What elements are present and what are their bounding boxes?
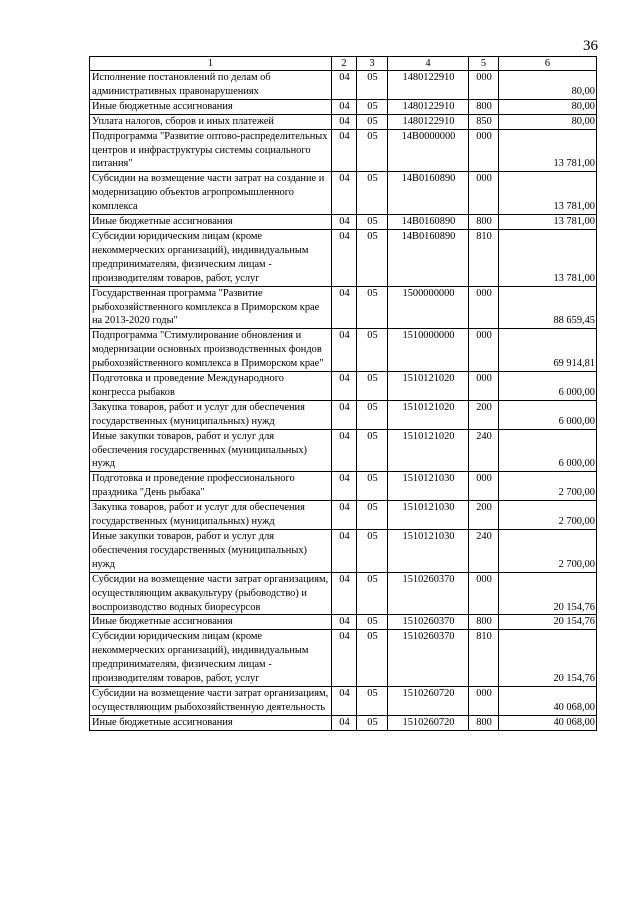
subsection-code-cell: 05 [357,615,388,630]
row-name-cell: Подпрограмма "Стимулирование обновления и модернизации основных производственных фондов рыбохозяйственного комплекса в Приморском крае" [90,329,332,372]
amount-cell: 20 154,76 [499,630,597,687]
amount-cell: 20 154,76 [499,615,597,630]
amount-cell: 2 700,00 [499,472,597,501]
expense-type-cell: 800 [469,615,499,630]
subsection-code-cell: 05 [357,472,388,501]
expense-type-cell: 200 [469,501,499,530]
expense-type-cell: 800 [469,715,499,730]
subsection-code-cell: 05 [357,329,388,372]
target-article-cell: 1480122910 [388,71,469,100]
amount-cell: 13 781,00 [499,215,597,230]
row-name-cell: Субсидии на возмещение части затрат организациям, осуществляющим аквакультуру (рыбоводство) и воспроизводство водных биоресурсов [90,572,332,615]
section-code-cell: 04 [332,630,357,687]
expense-type-cell: 000 [469,686,499,715]
target-article-cell: 14В0160890 [388,215,469,230]
section-code-cell: 04 [332,129,357,172]
subsection-code-cell: 05 [357,429,388,472]
header-cell: 5 [469,57,499,71]
row-name-cell: Закупка товаров, работ и услуг для обеспечения государственных (муниципальных) нужд [90,400,332,429]
target-article-cell: 1510260370 [388,630,469,687]
target-article-cell: 1510121030 [388,530,469,573]
subsection-code-cell: 05 [357,630,388,687]
subsection-code-cell: 05 [357,114,388,129]
amount-cell: 80,00 [499,99,597,114]
expense-type-cell: 800 [469,215,499,230]
subsection-code-cell: 05 [357,71,388,100]
row-name-cell: Иные бюджетные ассигнования [90,715,332,730]
target-article-cell: 1500000000 [388,286,469,329]
table-row [90,215,597,230]
amount-cell: 88 659,45 [499,286,597,329]
amount-cell: 6 000,00 [499,429,597,472]
subsection-code-cell: 05 [357,572,388,615]
amount-cell: 2 700,00 [499,530,597,573]
table-row [90,686,597,715]
section-code-cell: 04 [332,229,357,286]
amount-cell: 13 781,00 [499,129,597,172]
row-name-cell: Закупка товаров, работ и услуг для обеспечения государственных (муниципальных) нужд [90,501,332,530]
row-name-cell: Субсидии на возмещение части затрат на создание и модернизацию объектов агропромышленного комплекса [90,172,332,215]
section-code-cell: 04 [332,372,357,401]
expense-type-cell: 800 [469,99,499,114]
row-name-cell: Подготовка и проведение Международного конгресса рыбаков [90,372,332,401]
target-article-cell: 1510121020 [388,400,469,429]
table-row [90,530,597,573]
amount-cell: 6 000,00 [499,372,597,401]
section-code-cell: 04 [332,215,357,230]
amount-cell: 80,00 [499,71,597,100]
table-row [90,400,597,429]
table-row [90,286,597,329]
table-row [90,114,597,129]
subsection-code-cell: 05 [357,215,388,230]
table-row [90,172,597,215]
amount-cell: 13 781,00 [499,229,597,286]
amount-cell: 13 781,00 [499,172,597,215]
target-article-cell: 1510260720 [388,715,469,730]
expense-type-cell: 000 [469,472,499,501]
row-name-cell: Уплата налогов, сборов и иных платежей [90,114,332,129]
amount-cell: 40 068,00 [499,686,597,715]
table-row [90,99,597,114]
target-article-cell: 1510121030 [388,472,469,501]
section-code-cell: 04 [332,615,357,630]
table-row [90,129,597,172]
header-cell: 2 [332,57,357,71]
target-article-cell: 14В0160890 [388,172,469,215]
budget-table [89,56,597,731]
section-code-cell: 04 [332,286,357,329]
row-name-cell: Подготовка и проведение профессионального праздника "День рыбака" [90,472,332,501]
header-cell: 3 [357,57,388,71]
expense-type-cell: 810 [469,229,499,286]
row-name-cell: Иные бюджетные ассигнования [90,215,332,230]
table-row [90,329,597,372]
target-article-cell: 1510000000 [388,329,469,372]
section-code-cell: 04 [332,329,357,372]
table-row [90,615,597,630]
table-row [90,715,597,730]
expense-type-cell: 240 [469,429,499,472]
table-row [90,472,597,501]
row-name-cell: Иные закупки товаров, работ и услуг для обеспечения государственных (муниципальных) нужд [90,530,332,573]
row-name-cell: Иные бюджетные ассигнования [90,615,332,630]
section-code-cell: 04 [332,472,357,501]
expense-type-cell: 000 [469,172,499,215]
table-row [90,501,597,530]
expense-type-cell: 850 [469,114,499,129]
table-header-row [90,57,597,71]
row-name-cell: Государственная программа "Развитие рыбохозяйственного комплекса в Приморском крае на 2013-2020 годы" [90,286,332,329]
subsection-code-cell: 05 [357,172,388,215]
amount-cell: 69 914,81 [499,329,597,372]
table-row [90,429,597,472]
subsection-code-cell: 05 [357,99,388,114]
row-name-cell: Субсидии юридическим лицам (кроме некоммерческих организаций), индивидуальным предпринимателям, физическим лицам - производителям товаров, работ, услуг [90,630,332,687]
target-article-cell: 1480122910 [388,99,469,114]
expense-type-cell: 810 [469,630,499,687]
subsection-code-cell: 05 [357,501,388,530]
header-cell: 4 [388,57,469,71]
row-name-cell: Подпрограмма "Развитие оптово-распределительных центров и инфраструктуры системы социального питания" [90,129,332,172]
target-article-cell: 1480122910 [388,114,469,129]
target-article-cell: 14В0000000 [388,129,469,172]
row-name-cell: Иные бюджетные ассигнования [90,99,332,114]
expense-type-cell: 000 [469,286,499,329]
target-article-cell: 14В0160890 [388,229,469,286]
row-name-cell: Иные закупки товаров, работ и услуг для обеспечения государственных (муниципальных) нужд [90,429,332,472]
expense-type-cell: 240 [469,530,499,573]
target-article-cell: 1510121020 [388,372,469,401]
subsection-code-cell: 05 [357,400,388,429]
section-code-cell: 04 [332,172,357,215]
target-article-cell: 1510121030 [388,501,469,530]
subsection-code-cell: 05 [357,530,388,573]
subsection-code-cell: 05 [357,715,388,730]
row-name-cell: Субсидии юридическим лицам (кроме некоммерческих организаций), индивидуальным предпринимателям, физическим лицам - производителям товаров, работ, услуг [90,229,332,286]
amount-cell: 80,00 [499,114,597,129]
subsection-code-cell: 05 [357,286,388,329]
section-code-cell: 04 [332,572,357,615]
page-number: 36 [583,38,598,54]
subsection-code-cell: 05 [357,129,388,172]
row-name-cell: Субсидии на возмещение части затрат организациям, осуществляющим рыбохозяйственную деятельность [90,686,332,715]
section-code-cell: 04 [332,686,357,715]
table-row [90,572,597,615]
expense-type-cell: 000 [469,71,499,100]
row-name-cell: Исполнение постановлений по делам об административных правонарушениях [90,71,332,100]
section-code-cell: 04 [332,400,357,429]
target-article-cell: 1510260370 [388,572,469,615]
section-code-cell: 04 [332,99,357,114]
table-row [90,372,597,401]
expense-type-cell: 000 [469,129,499,172]
amount-cell: 20 154,76 [499,572,597,615]
table-row [90,229,597,286]
target-article-cell: 1510121020 [388,429,469,472]
section-code-cell: 04 [332,530,357,573]
table-row [90,71,597,100]
expense-type-cell: 000 [469,572,499,615]
section-code-cell: 04 [332,71,357,100]
amount-cell: 40 068,00 [499,715,597,730]
section-code-cell: 04 [332,114,357,129]
header-cell: 6 [499,57,597,71]
subsection-code-cell: 05 [357,372,388,401]
expense-type-cell: 000 [469,329,499,372]
section-code-cell: 04 [332,429,357,472]
section-code-cell: 04 [332,501,357,530]
amount-cell: 6 000,00 [499,400,597,429]
section-code-cell: 04 [332,715,357,730]
subsection-code-cell: 05 [357,686,388,715]
expense-type-cell: 000 [469,372,499,401]
target-article-cell: 1510260370 [388,615,469,630]
header-cell: 1 [90,57,332,71]
target-article-cell: 1510260720 [388,686,469,715]
amount-cell: 2 700,00 [499,501,597,530]
table-row [90,630,597,687]
expense-type-cell: 200 [469,400,499,429]
subsection-code-cell: 05 [357,229,388,286]
